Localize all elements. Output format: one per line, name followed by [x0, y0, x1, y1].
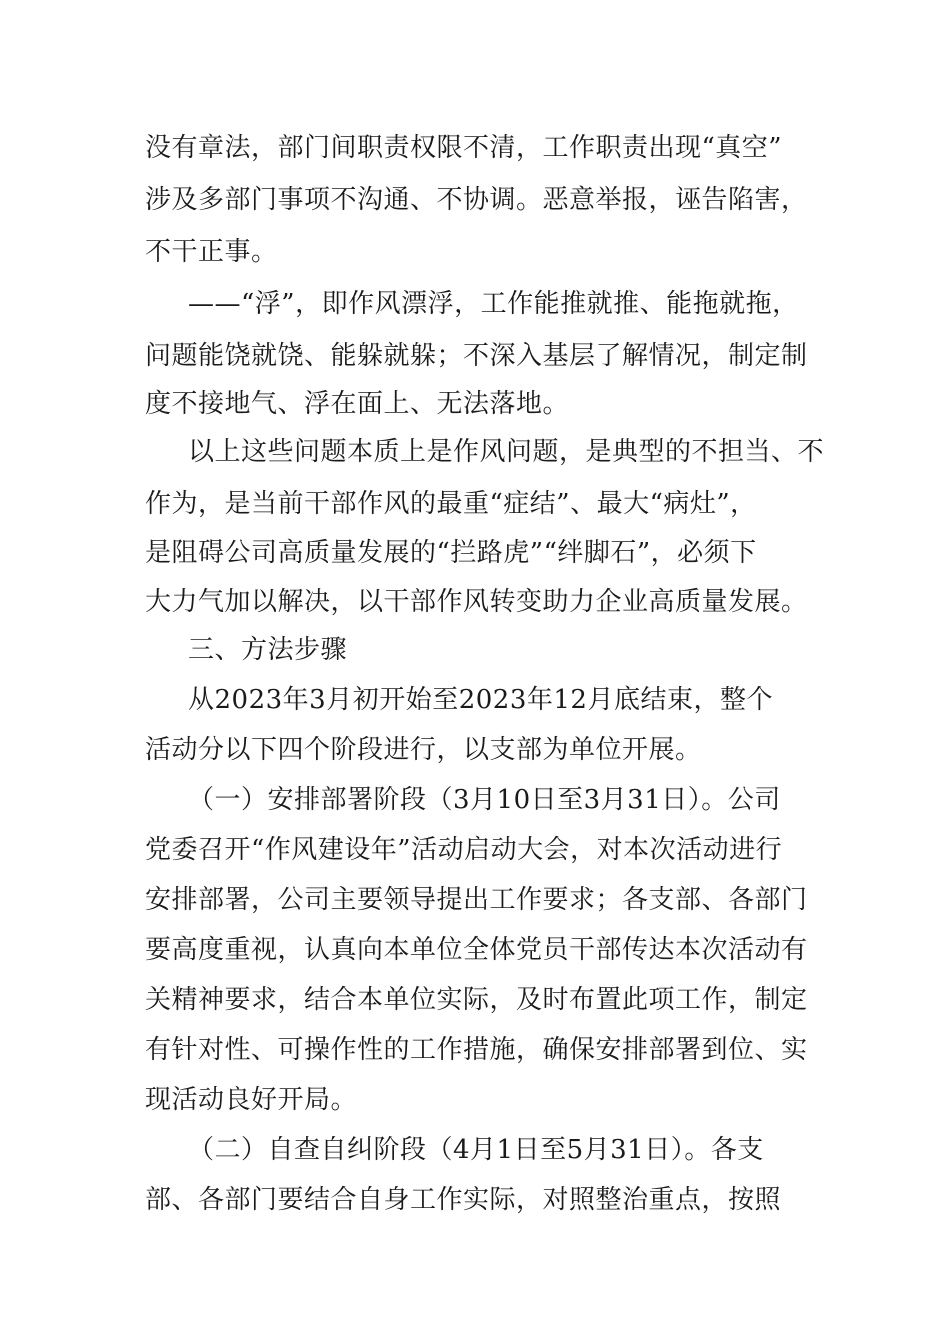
text-line: 党委召开“作风建设年”活动启动大会，对本次活动进行 — [145, 835, 783, 865]
text-line: （一）安排部署阶段（3月10日至3月31日）。公司 — [188, 785, 781, 815]
text-line: 不干正事。 — [145, 237, 278, 267]
text-line: 作为，是当前干部作风的最重“症结”、最大“病灶”， — [145, 489, 757, 519]
text-line: 度不接地气、浮在面上、无法落地。 — [145, 389, 570, 419]
text-line: 涉及多部门事项不沟通、不协调。恶意举报，诬告陷害， — [145, 185, 808, 215]
text-line: 关精神要求，结合本单位实际，及时布置此项工作，制定 — [145, 985, 808, 1015]
text-line: （二）自查自纠阶段（4月1日至5月31日）。各支 — [188, 1135, 764, 1165]
text-line: 安排部署，公司主要领导提出工作要求；各支部、各部门 — [145, 885, 808, 915]
text-line: 大力气加以解决，以干部作风转变助力企业高质量发展。 — [145, 587, 808, 617]
text-line: 问题能饶就饶、能躲就躲；不深入基层了解情况，制定制 — [145, 341, 808, 371]
text-line: 没有章法，部门间职责权限不清，工作职责出现“真空” — [145, 133, 783, 163]
text-line: 是阻碍公司高质量发展的“拦路虎”“绊脚石”，必须下 — [145, 538, 757, 568]
text-line: 以上这些问题本质上是作风问题，是典型的不担当、不 — [188, 437, 825, 467]
text-line: 活动分以下四个阶段进行，以支部为单位开展。 — [145, 735, 702, 765]
text-line: 有针对性、可操作性的工作措施，确保安排部署到位、实 — [145, 1035, 808, 1065]
text-line: 现活动良好开局。 — [145, 1085, 358, 1115]
text-line: ——“浮”，即作风漂浮，工作能推就推、能拖就拖， — [188, 289, 799, 319]
text-line: 部、各部门要结合自身工作实际，对照整治重点，按照 — [145, 1185, 782, 1215]
text-line: 从2023年3月初开始至2023年12月底结束，整个 — [188, 685, 773, 715]
section-heading: 三、方法步骤 — [188, 635, 348, 665]
text-line: 要高度重视，认真向本单位全体党员干部传达本次活动有 — [145, 935, 808, 965]
